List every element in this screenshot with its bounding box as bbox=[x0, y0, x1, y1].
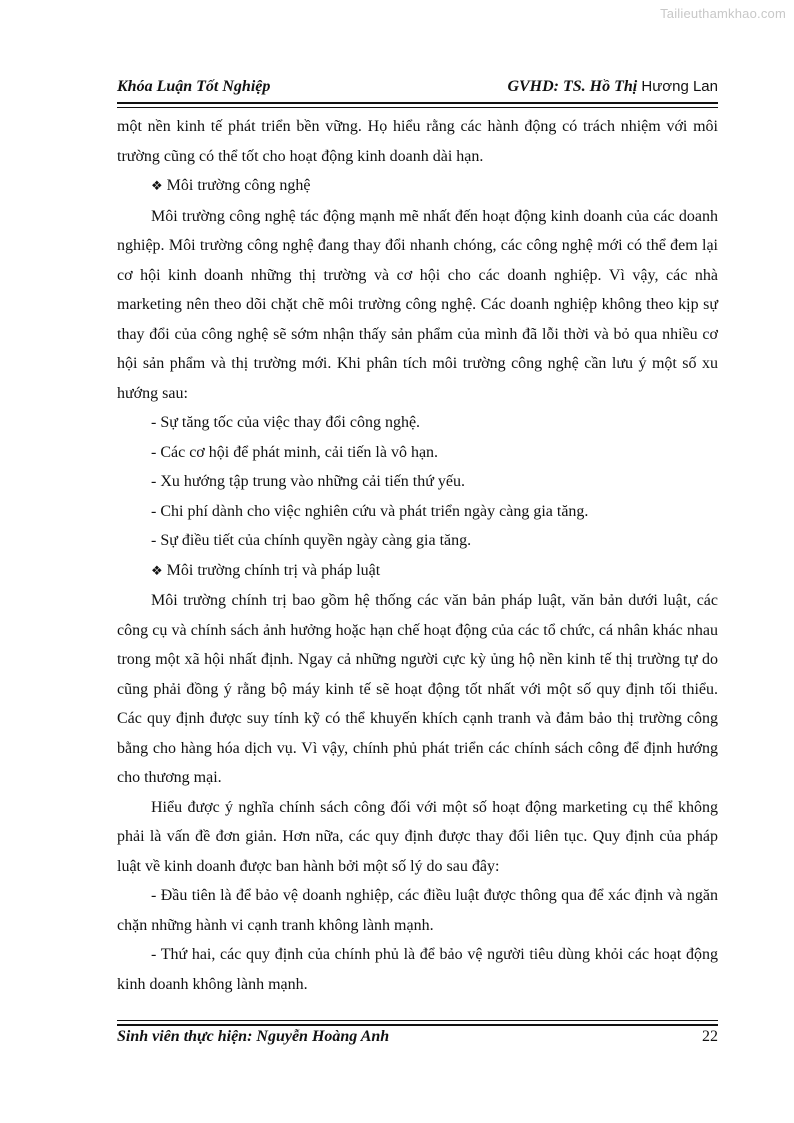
paragraph: - Thứ hai, các quy định của chính phủ là để bảo vệ người tiêu dùng khỏi các hoạt động kinh doanh không lành mạnh. bbox=[117, 946, 718, 993]
paragraph: Môi trường chính trị bao gồm hệ thống các văn bản pháp luật, văn bản dưới luật, các công cụ và chính sách ảnh hưởng hoặc hạn chế hoạt động của các tổ chức, cá nhân khác nhau trong một xã hội nhất định. Ngay cả những người cực kỳ ủng hộ nền kinh tế thị trường tự do cũng phải đồng ý rằng bộ máy kinh tế sẽ hoạt động tốt nhất với một số quy định tối thiểu. Các quy định được suy tính kỹ có thể khuyến khích cạnh tranh và đảm bảo thị trường công bằng cho hàng hóa dịch vụ. Vì vậy, chính phủ phát triển các chính sách công để định hướng cho thương mại. bbox=[117, 592, 718, 786]
list-item: - Các cơ hội để phát minh, cải tiến là vô hạn. bbox=[151, 443, 439, 461]
paragraph: Hiểu được ý nghĩa chính sách công đối với một số hoạt động marketing cụ thể không phải là vấn đề đơn giản. Hơn nữa, các quy định được thay đổi liên tục. Quy định của pháp luật về kinh doanh được ban hành bởi một số lý do sau đây: bbox=[117, 798, 718, 875]
footer-student: Sinh viên thực hiện: Nguyễn Hoàng Anh bbox=[117, 1028, 390, 1045]
section-heading bbox=[117, 171, 718, 202]
paragraph: Môi trường công nghệ tác động mạnh mẽ nhất đến hoạt động kinh doanh của các doanh nghiệp. Môi trường công nghệ đang thay đổi nhanh chóng, các công nghệ mới có thể đem lại cơ hội kinh doanh những thị trường và cơ hội cho các doanh nghiệp. Vì vậy, các nhà marketing nên theo dõi chặt chẽ môi trường công nghệ. Các doanh nghiệp không theo kịp sự thay đổi của công nghệ sẽ sớm nhận thấy sản phẩm của mình đã lỗi thời và bỏ qua nhiều cơ hội sản phẩm và thị trường mới. Khi phân tích môi trường công nghệ cần lưu ý một số xu hướng sau: bbox=[117, 207, 718, 402]
page-body bbox=[117, 112, 718, 999]
list-item: - Xu hướng tập trung vào những cải tiến thứ yếu. bbox=[151, 473, 465, 490]
diamond-bullet-icon: ❖ bbox=[151, 179, 163, 194]
header-advisor-prefix: GVHD: TS. Hồ Thị bbox=[507, 78, 638, 95]
header-advisor bbox=[507, 78, 718, 96]
section-heading-text: Môi trường công nghệ bbox=[166, 177, 311, 194]
diamond-bullet-icon: ❖ bbox=[151, 563, 163, 579]
list-item: - Sự tăng tốc của việc thay đổi công nghệ. bbox=[151, 414, 421, 431]
list-item: - Sự điều tiết của chính quyền ngày càng gia tăng. bbox=[151, 532, 472, 549]
section-heading bbox=[117, 556, 718, 587]
header-rule bbox=[117, 102, 718, 108]
page-header bbox=[117, 78, 718, 102]
page-footer bbox=[117, 1028, 718, 1052]
header-advisor-name: Hương Lan bbox=[637, 78, 718, 95]
footer-rule bbox=[117, 1020, 718, 1026]
page-number: 22 bbox=[702, 1028, 718, 1045]
paragraph: một nền kinh tế phát triển bền vững. Họ hiểu rằng các hành động có trách nhiệm với môi trường cũng có thể tốt cho hoạt động kinh doanh dài hạn. bbox=[117, 118, 718, 165]
section-heading-text: Môi trường chính trị và pháp luật bbox=[166, 561, 381, 579]
list-item: - Chi phí dành cho việc nghiên cứu và phát triển ngày càng gia tăng. bbox=[151, 502, 589, 520]
paragraph: - Đầu tiên là để bảo vệ doanh nghiệp, các điều luật được thông qua để xác định và ngăn chặn những hành vi cạnh tranh không lành mạnh. bbox=[117, 887, 718, 934]
header-title: Khóa Luận Tốt Nghiệp bbox=[117, 78, 271, 95]
watermark: Tailieuthamkhao.com bbox=[660, 6, 786, 21]
